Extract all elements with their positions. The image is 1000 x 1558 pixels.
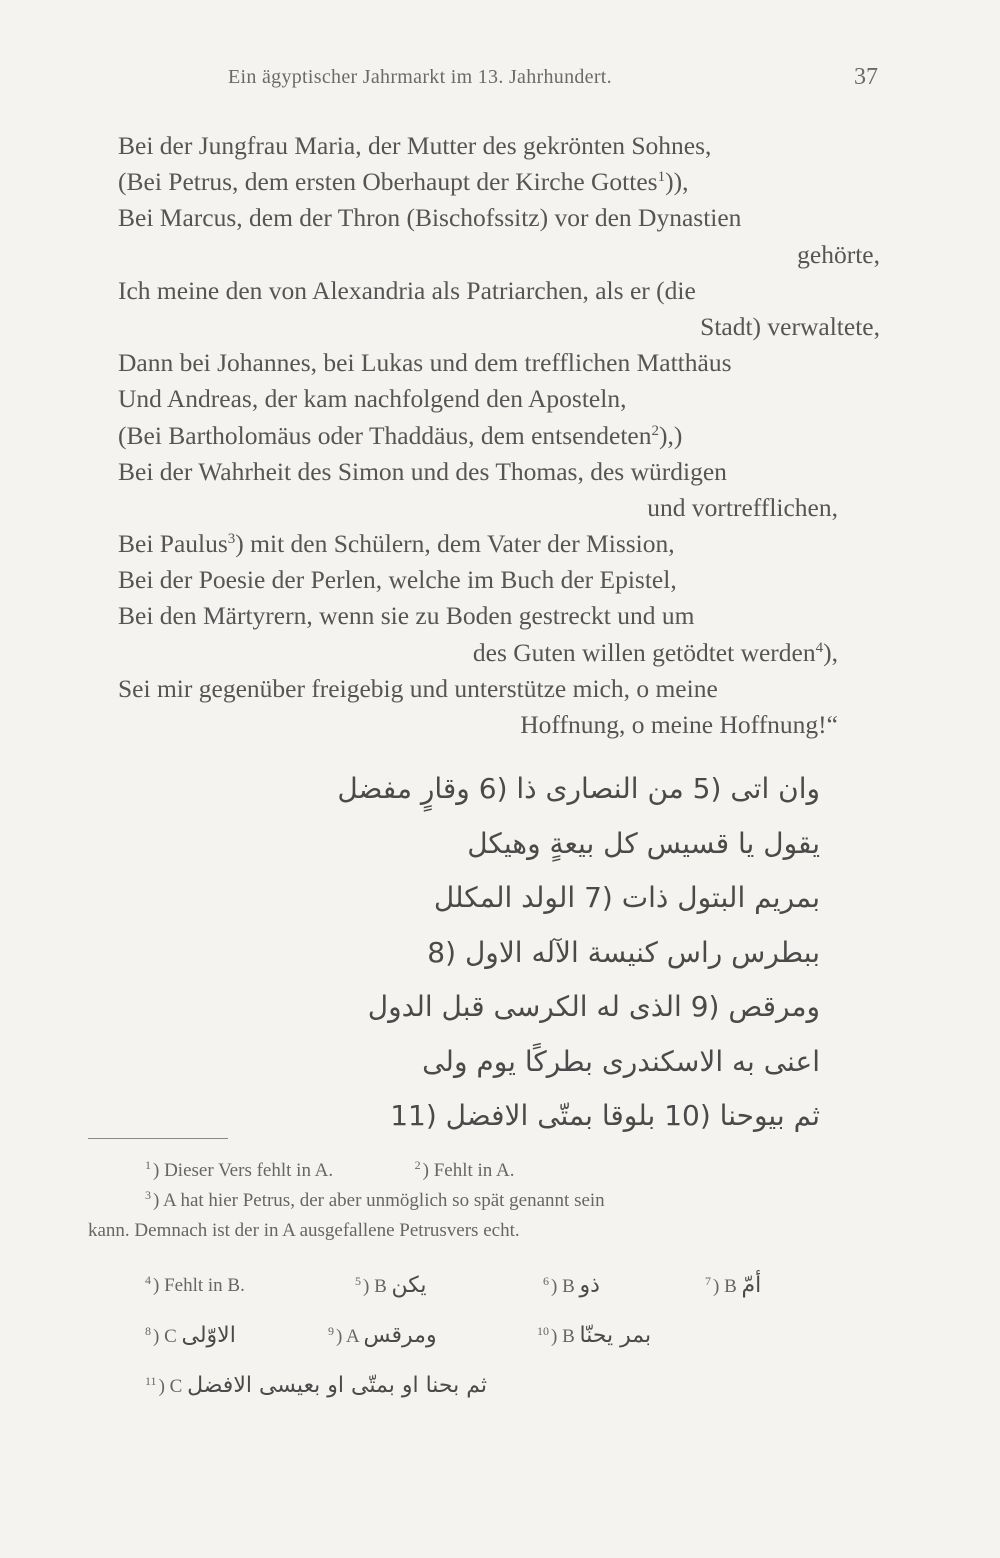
footnote-row	[88, 1216, 874, 1246]
poem-line: Bei der Jungfrau Maria, der Mutter des gekrönten Sohnes,	[118, 131, 712, 160]
footnote-1: ) Dieser Vers fehlt in A.	[153, 1160, 334, 1181]
poem-line: Bei Marcus, dem der Thron (Bischofssitz) vor den Dynastien	[118, 203, 742, 233]
variant-row	[145, 1316, 865, 1366]
footnotes	[88, 1156, 874, 1246]
arabic-verse-line: يقول يا قسيس كل بيعةٍ وهيكل	[467, 826, 820, 860]
variant-4: $^4$ ) Fehlt in B.	[145, 1273, 245, 1296]
variant-11: $^{11}$ ) C ثم بحنا او بمتّى او بعيسى الافضل	[145, 1373, 487, 1398]
poem-line: Bei der Poesie der Perlen, welche im Buch der Epistel,	[118, 565, 677, 595]
arabic-verse-line: اعنى به الاسكندرى بطركًا يوم ولى	[422, 1044, 820, 1078]
variant-6: $^6$ ) B ذو	[543, 1273, 600, 1298]
footnote-row: $^1$ ) Dieser Vers fehlt in A. $^2$ ) Fehlt in A.	[145, 1158, 515, 1181]
poem-line: Und Andreas, der kam nachfolgend den Aposteln,	[118, 384, 627, 414]
footnote-3: $^3$ ) A hat hier Petrus, der aber unmöglich so spät genannt sein	[145, 1188, 605, 1211]
poem-line-continuation: und vortrefflichen,	[647, 492, 838, 522]
poem-line: (Bei Petrus, dem ersten Oberhaupt der Kirche Gottes$^1$)),	[118, 167, 689, 197]
poem-line: Sei mir gegenüber freigebig und unterstütze mich, o meine	[118, 673, 718, 703]
poem-line: Dann bei Johannes, bei Lukas und dem trefflichen Matthäus	[118, 348, 732, 378]
footnote-divider	[88, 1138, 228, 1139]
variant-5: $^5$ ) B يكن	[355, 1273, 427, 1298]
poem-line-continuation: Stadt) verwaltete,	[700, 311, 880, 341]
poem-line: (Bei Bartholomäus oder Thaddäus, dem entsendeten$^2$),)	[118, 420, 683, 450]
variant-row	[145, 1266, 865, 1316]
footnote-row	[88, 1186, 874, 1216]
arabic-verse-line: وان اتى (5 من النصارى ذا (6 وقارٍ مفضل	[337, 772, 820, 805]
arabic-verses	[240, 762, 820, 1144]
footnote-ref: 3	[227, 531, 236, 548]
arabic-verse-line: ثم بيوحنا (10 بلوقا بمتّى الافضل (11	[390, 1099, 820, 1132]
running-head: Ein ägyptischer Jahrmarkt im 13. Jahrhundert.	[228, 66, 612, 88]
german-translation	[118, 128, 880, 743]
footnote-ref: 4	[815, 639, 824, 656]
variant-10: $^{10}$ ) B بمر يحنّا	[537, 1323, 652, 1348]
variant-9: $^9$ ) A ومرقس	[328, 1323, 437, 1348]
page-number: 37	[854, 64, 878, 90]
footnote-3-continued: kann. Demnach ist der in A ausgefallene Petrusvers echt.	[88, 1220, 520, 1241]
arabic-verse-line: بمريم البتول ذات (7 الولد المكلل	[433, 881, 820, 914]
footnote-2: ) Fehlt in A.	[422, 1160, 515, 1181]
poem-line: Bei den Märtyrern, wenn sie zu Boden gestreckt und um	[118, 601, 695, 631]
arabic-verse-line: ومرقص (9 الذى له الكرسى قبل الدول	[367, 990, 820, 1023]
poem-line-continuation: gehörte,	[797, 239, 880, 269]
variant-row	[145, 1366, 865, 1416]
footnote-ref: 1	[657, 169, 666, 186]
arabic-verse-line: ببطرس راس كنيسة الآله الاول (8	[427, 935, 820, 969]
variant-7: $^7$ ) B أمّ	[705, 1273, 762, 1298]
footnote-ref: 2	[651, 422, 659, 439]
poem-line-continuation: des Guten willen getödtet werden$^4$),	[472, 637, 838, 667]
variant-readings	[145, 1266, 865, 1416]
poem-line: Bei der Wahrheit des Simon und des Thomas, des würdigen	[118, 456, 727, 486]
poem-line-continuation: Hoffnung, o meine Hoffnung!“	[520, 710, 838, 739]
poem-line: Ich meine den von Alexandria als Patriarchen, als er (die	[118, 275, 696, 305]
variant-8: $^8$ ) C الاوّلى	[145, 1323, 236, 1348]
poem-line: Bei Paulus$^3$) mit den Schülern, dem Vater der Mission,	[118, 529, 675, 559]
